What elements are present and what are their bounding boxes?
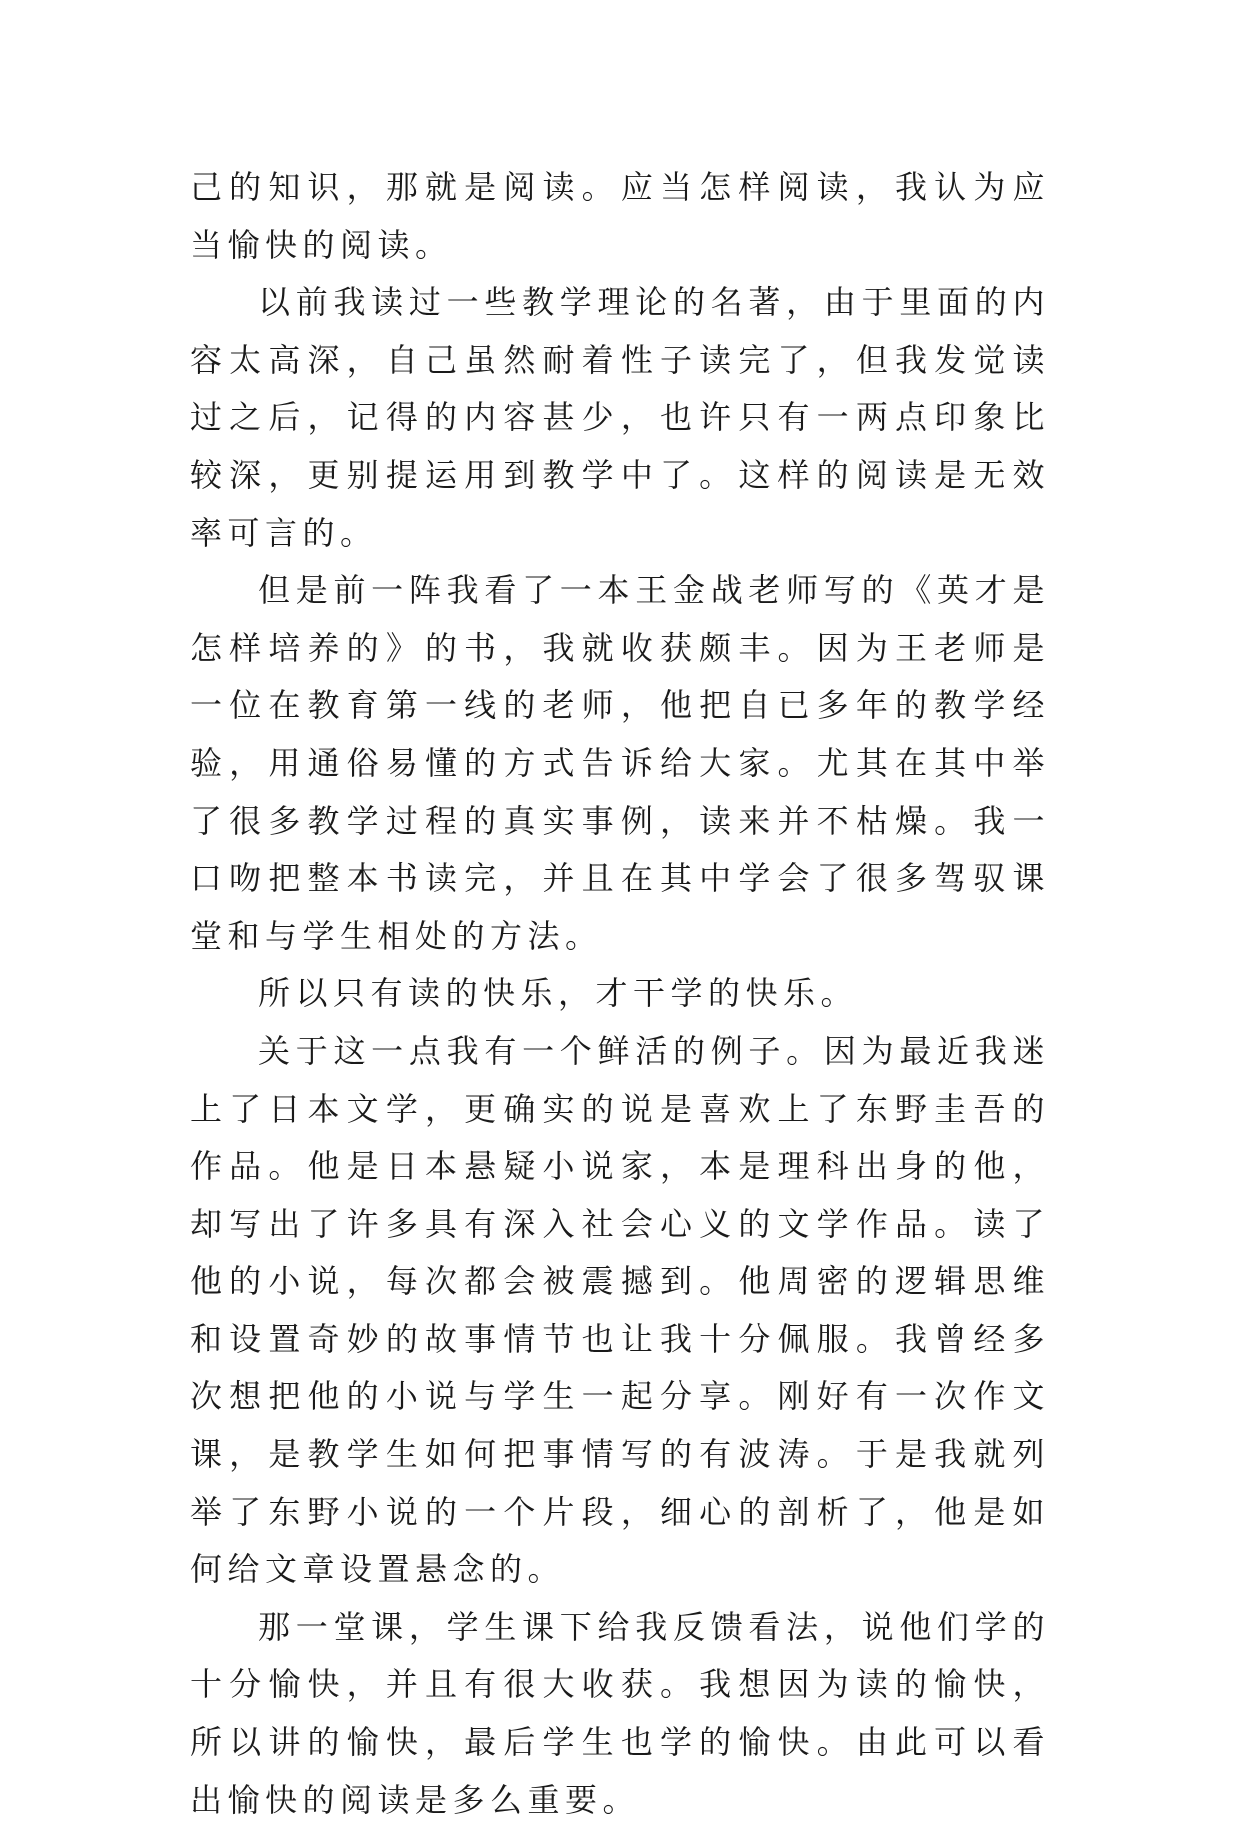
paragraph-2: 以前我读过一些教学理论的名著，由于里面的内容太高深，自己虽然耐着性子读完了，但我发觉读过之后，记得的内容甚少，也许只有一两点印象比较深，更别提运用到教学中了。这样的阅读是无效率可言的。	[190, 283, 1050, 552]
paragraph-5: 关于这一点我有一个鲜活的例子。因为最近我迷上了日本文学，更确实的说是喜欢上了东野圭吾的作品。他是日本悬疑小说家，本是理科出身的他，却写出了许多具有深入社会心义的文学作品。读了他的小说，每次都会被震撼到。他周密的逻辑思维和设置奇妙的故事情节也让我十分佩服。我曾经多次想把他的小说与学生一起分享。刚好有一次作文课，是教学生如何把事情写的有波涛。于是我就列举了东野小说的一个片段，细心的剖析了，他是如何给文章设置悬念的。	[190, 1031, 1050, 1589]
paragraph-1: 己的知识，那就是阅读。应当怎样阅读，我认为应当愉快的阅读。	[190, 168, 1050, 264]
paragraph-6: 那一堂课，学生课下给我反馈看法，说他们学的十分愉快，并且有很大收获。我想因为读的愉快，所以讲的愉快，最后学生也学的愉快。由此可以看出愉快的阅读是多么重要。	[190, 1607, 1050, 1819]
paragraph-3: 但是前一阵我看了一本王金战老师写的《英才是怎样培养的》的书，我就收获颇丰。因为王老师是一位在教育第一线的老师，他把自已多年的教学经验，用通俗易懂的方式告诉给大家。尤其在其中举了很多教学过程的真实事例，读来并不枯燥。我一口吻把整本书读完，并且在其中学会了很多驾驭课堂和与学生相处的方法。	[190, 571, 1050, 955]
body-text	[190, 159, 1050, 1829]
paragraph-4: 所以只有读的快乐，才干学的快乐。	[258, 974, 859, 1013]
